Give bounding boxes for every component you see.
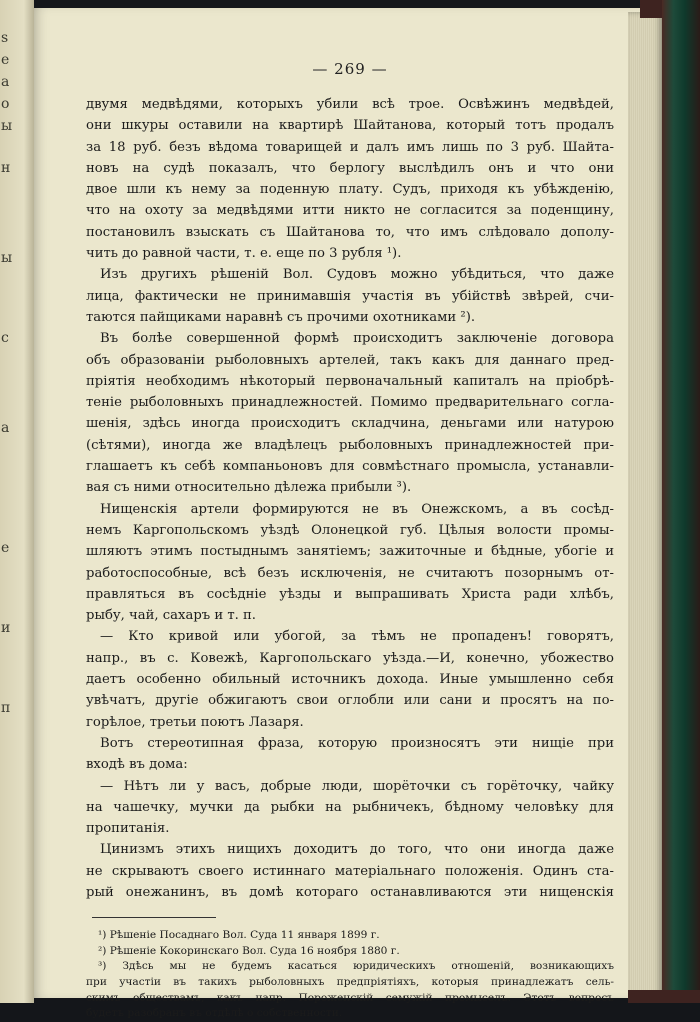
text-line: глашаетъ къ себѣ компаньоновъ для совмѣстнаго промысла, устанавли- — [86, 459, 614, 475]
text-line: правляться въ сосѣдніе уѣзды и выпрашивать Христа ради хлѣбъ, — [86, 586, 614, 602]
footnote-line: при участіи въ такихъ рыболовныхъ предпріятіяхъ, которыя принадлежатъ сель- — [86, 976, 614, 989]
left-page-text-fragment: a — [1, 420, 10, 436]
footnote-rule — [92, 917, 216, 918]
left-page-text-fragment: a — [1, 74, 10, 90]
text-line: Изъ другихъ рѣшеній Вол. Судовъ можно убѣдиться, что даже — [100, 267, 614, 283]
text-line: рый онежанинъ, въ домѣ котораго останавливаются эти нищенскія — [86, 884, 614, 900]
text-line: — Кто кривой или убогой, за тѣмъ не пропаденъ! говорятъ, — [100, 629, 614, 645]
text-line: таются пайщиками наравнѣ съ прочими охотниками ²). — [86, 309, 476, 325]
text-line: (сѣтями), иногда же владѣлецъ рыболовныхъ принадлежностей при- — [86, 437, 614, 453]
left-page-text-fragment: ы — [1, 118, 13, 134]
left-page-text-fragment: ы — [1, 250, 13, 266]
page-text-block — [86, 60, 614, 1022]
footnotes — [86, 928, 614, 1022]
text-line: работоспособные, всѣ безъ исключенія, не считаютъ позорнымъ от- — [86, 565, 614, 581]
text-line: входѣ въ дома: — [86, 757, 188, 773]
text-line: горѣлое, третьи поютъ Лазаря. — [86, 714, 304, 730]
left-page-text-fragment: c — [1, 330, 9, 346]
text-line: шенія, здѣсь иногда происходитъ складчина, деньгами или натурою — [86, 416, 614, 432]
text-line: новъ на судѣ показалъ, что берлогу выслѣдилъ онъ и что они — [86, 160, 614, 176]
text-line: двое шли къ нему за поденную плату. Судъ, приходя къ убѣжденію, — [86, 182, 614, 198]
text-line: Цинизмъ этихъ нищихъ доходитъ до того, что они иногда даже — [100, 842, 614, 858]
body-text — [86, 94, 614, 903]
text-line: пропитанія. — [86, 821, 170, 837]
text-line: — Нѣтъ ли у васъ, добрые люди, шорёточки съ горёточку, чайку — [100, 778, 614, 794]
book-cover-bottom — [628, 990, 700, 1003]
footnote-line: будетъ разобранъ въ отдѣлѣ о собственности. — [86, 1007, 343, 1020]
text-line: пріятія необходимъ нѣкоторый первоначальный капиталъ на пріобрѣ- — [86, 373, 614, 389]
text-line: что на охоту за медвѣдями итти никто не согласится за поденщину, — [86, 203, 614, 219]
text-line: они шкуры оставили на квартирѣ Шайтанова, который тотъ продалъ — [86, 118, 614, 134]
text-line: даетъ особенно обильный источникъ дохода. Иные умышленно себя — [86, 672, 614, 688]
left-facing-page — [0, 0, 34, 1003]
text-line: двумя медвѣдями, которыхъ убили всѣ трое. Освѣжинъ медвѣдей, — [86, 97, 614, 112]
left-page-text-fragment: e — [1, 52, 10, 68]
text-line: шляютъ этимъ постыднымъ занятіемъ; зажиточные и бѣдные, убогіе и — [86, 544, 614, 560]
text-line: рыбу, чай, сахаръ и т. п. — [86, 608, 256, 624]
text-line: на чашечку, мучки да рыбки на рыбничекъ, бѣдному человѣку для — [86, 799, 614, 815]
text-line: немъ Каргопольскомъ уѣздѣ Олонецкой губ. Цѣлыя волости промы- — [86, 522, 614, 538]
text-line: теніе рыболовныхъ принадлежностей. Помимо предварительнаго согла- — [86, 395, 614, 411]
left-page-text-fragment: o — [1, 96, 10, 112]
page-number: — 269 — — [312, 60, 388, 78]
text-line: Въ болѣе совершенной формѣ происходитъ заключеніе договора — [100, 331, 614, 347]
text-line: увѣчатъ, другіе обжигаютъ свои оглобли или сани и просятъ на по- — [86, 693, 614, 709]
text-line: лица, фактически не принимавшія участія въ убійствѣ звѣрей, счи- — [86, 288, 614, 304]
left-page-text-fragment: и — [1, 620, 11, 636]
footnote-line: скимъ обществамъ, какъ напр. Пороженскій семужій промыселъ. Этотъ вопросъ — [86, 991, 614, 1004]
text-line: Нищенскія артели формируются не въ Онежскомъ, а въ сосѣд- — [100, 501, 614, 517]
book-binding — [662, 0, 700, 1003]
left-page-text-fragment: н — [1, 160, 11, 176]
text-line: не скрываютъ своего истиннаго матеріальнаго положенія. Одинъ ста- — [86, 863, 614, 879]
text-line: объ образованіи рыболовныхъ артелей, такъ какъ для даннаго пред- — [86, 352, 614, 368]
text-line: чить до равной части, т. е. еще по 3 рубля ¹). — [86, 246, 402, 262]
left-page-text-fragment: s — [1, 30, 9, 46]
text-line: напр., въ с. Ковежѣ, Каргопольскаго уѣзда.—И, конечно, убожество — [86, 650, 614, 666]
text-line: Вотъ стереотипная фраза, которую произносятъ эти нищіе при — [100, 735, 614, 751]
text-line: постановилъ взыскать съ Шайтанова то, что имъ слѣдовало дополу- — [86, 224, 614, 240]
footnote-line: ³) Здѣсь мы не будемъ касаться юридическихъ отношеній, возникающихъ — [98, 960, 614, 973]
footnote-line: ¹) Рѣшеніе Посаднаго Вол. Суда 11 января 1899 г. — [98, 929, 380, 942]
left-page-text-fragment: e — [1, 540, 10, 556]
text-line: вая съ ними относительно дѣлежа прибыли ³). — [86, 480, 412, 496]
page-edges — [628, 12, 662, 998]
footnote-line: ²) Рѣшеніе Кокоринскаго Вол. Суда 16 ноября 1880 г. — [98, 944, 400, 957]
left-page-text-fragment: п — [1, 700, 11, 716]
text-line: за 18 руб. безъ вѣдома товарищей и далъ имъ лишь по 3 руб. Шайта- — [86, 139, 614, 155]
